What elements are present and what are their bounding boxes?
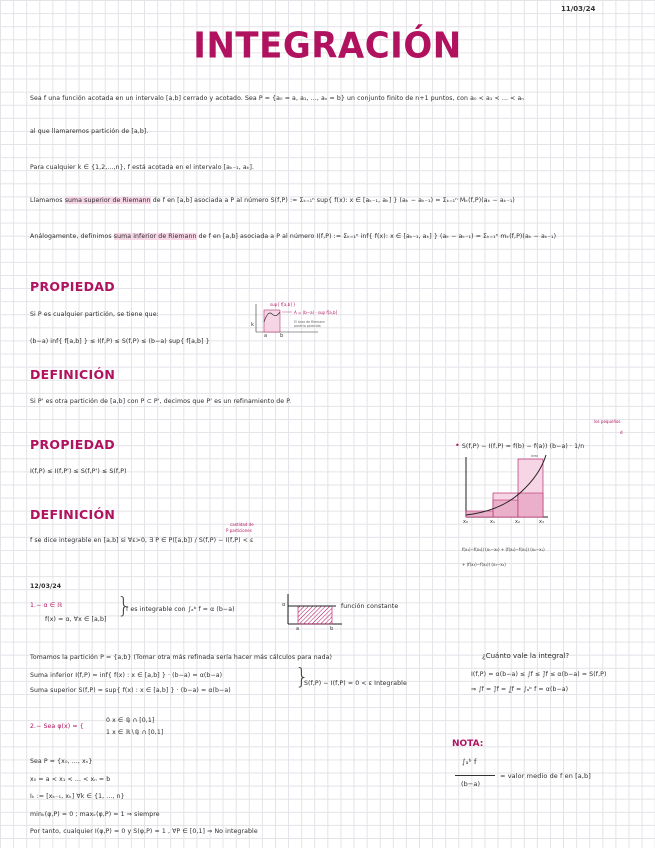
- nota-denominator: (b−a): [461, 780, 481, 788]
- fig-a2-label: a: [296, 626, 300, 632]
- min-max-line: minₖ(φ,P) = 0 ; maxₖ(φ,P) = 1 ⇒ siempre: [30, 811, 160, 818]
- fig-note: El área de Riemann parecía parecida: [294, 320, 326, 328]
- sum-expansion-1: f(x₁)−f(x₀)) (x₁−x₀) + (f(x₂)−f(x₁)) (x₂−x₁): [462, 547, 545, 552]
- area-sub-label: área: [531, 454, 539, 458]
- lower-sum-post: de f en [a,b] asociada a P al número I(f,P) := Σₖ₌₁ⁿ inf{ f(x): x ∈ [aₖ₋₁, aₖ] } (aₖ − aₖ₋₁) = Σₖ₌₁ⁿ mₖ(f,P)(aₖ − aₖ₋₁): [198, 233, 557, 240]
- ex2-phi: [30, 723, 84, 730]
- intro-line-5: [30, 233, 556, 240]
- lower-sum-highlight: suma inferior de Riemann: [113, 233, 197, 240]
- ex1-function: f(x) = α, ∀x ∈ [a,b]: [45, 616, 107, 623]
- definicion-heading-2: DEFINICIÓN: [30, 507, 116, 522]
- ex2-phi-text: 2.− Sea φ(x) = {: [30, 723, 84, 730]
- nota-heading: NOTA:: [452, 739, 484, 749]
- propiedad1-line-2: (b−a) inf{ f[a,b] } ≤ I(f,P) ≤ S(f,P) ≤ (b−a) sup{ f[a,b] }: [30, 338, 210, 345]
- final-line: Por tanto, cualquier I(φ,P) = 0 y S(φ,P) = 1 , ∀P ∈ [0,1] ⇒ No integrable: [30, 828, 258, 835]
- date-label: 11/03/24: [561, 5, 596, 13]
- axis-x3: x₃: [539, 519, 544, 525]
- fig-b-label: b: [280, 333, 284, 339]
- question-line-1: I(f,P) = α(b−a) ≤ ∫f ≤ ∫̄f ≤ α(b−a) = S(f,P): [471, 671, 607, 678]
- sup-sum-line: Suma superior S(f,P) = sup{ f(x) : x ∈ [a,b] } · (b−a) = α(b−a): [30, 687, 231, 694]
- sum-expansion-2: + (f(x₃)−f(x₂)) (x₃−x₂): [462, 562, 506, 567]
- definicion-heading-1: DEFINICIÓN: [30, 367, 116, 382]
- fig-a-label: a: [264, 333, 268, 339]
- upper-sum-pre: Llamamos: [30, 197, 63, 204]
- ex1-brace: }: [117, 594, 131, 619]
- riemann-diff-text: S(f,P) − I(f,P) = f(b) − f(a)) (b−a) · 1/n: [461, 443, 585, 450]
- fig-k-label: k: [251, 322, 254, 328]
- definicion2-line-1: f se dice integrable en [a,b] si ∀ε>0, ∃ P ∈ P([a,b]) / S(f,P) − I(f,P) < ε: [30, 537, 254, 544]
- ex1-alpha: [30, 602, 62, 609]
- fig-area-label: A = (b−a) · sup f[a,b]: [294, 310, 338, 315]
- note-pequenos: los pequeños: [594, 419, 621, 424]
- fig-b2-label: b: [330, 626, 334, 632]
- ex1-alpha-text: 1.− α ∈ ℝ: [30, 602, 63, 609]
- lower-sum-pre: Análogamente, definimos: [30, 233, 112, 240]
- inf-sum-line: Suma inferior I(f,P) = inf{ f(x) : x ∈ [a,b] } · (b−a) = α(b−a): [30, 672, 223, 679]
- propiedad2-line-1: I(f,P) ≤ I(f,P') ≤ S(f,P') ≤ S(f,P): [30, 468, 127, 475]
- interval-line: Iₖ := [xₖ₋₁, xₖ] ∀k ∈ {1, ..., n}: [30, 793, 125, 800]
- question-title: ¿Cuánto vale la integral?: [482, 652, 570, 660]
- def2-note-2: P particiones: [226, 528, 252, 533]
- definicion1-line-1: Si P' es otra partición de [a,b] con P ⊂ P', decimos que P' es un refinamiento de P.: [30, 398, 292, 405]
- nota-fraction-bar: [455, 775, 495, 776]
- sums-brace: }: [295, 665, 309, 690]
- ex2-case-1: 1 x ∈ ℝ∖ℚ ∩ [0,1]: [106, 729, 164, 736]
- riemann-diff-formula: [455, 441, 584, 450]
- intro-line-3: Para cualquier k ∈ {1,2,...,n}, f está acotada en el intervalo [aₖ₋₁, aₖ].: [30, 164, 255, 171]
- note-d: d: [620, 430, 623, 435]
- examples-date: 12/03/24: [30, 583, 62, 590]
- x-order-line: x₀ = a < x₁ < ... < xₙ = b: [30, 776, 111, 783]
- ex2-case-0: 0 x ∈ ℚ ∩ [0,1]: [106, 717, 155, 724]
- def2-note-1: cantidad de: [230, 522, 254, 527]
- ex1-constant-label: función constante: [341, 603, 399, 610]
- fig-sup-label: sup{ f[a,b] }: [270, 302, 296, 307]
- partition-line: Sea P = {x₀, ..., xₙ}: [30, 758, 93, 765]
- fig-alpha-label: α: [282, 602, 286, 608]
- constant-function-figure: [280, 592, 345, 632]
- upper-sum-highlight: suma superior de Riemann: [64, 197, 151, 204]
- nota-text: = valor medio de f en [a,b]: [500, 772, 591, 780]
- propiedad-heading-2: PROPIEDAD: [30, 437, 115, 452]
- nota-numerator: ∫ₐᵇ f: [462, 758, 477, 766]
- upper-sum-post: de f en [a,b] asociada a P al número S(f,P) := Σₖ₌₁ⁿ sup{ f(x): x ∈ [aₖ₋₁, aₖ] } (aₖ − aₖ₋₁) = Σₖ₌₁ⁿ Mₖ(f,P)(aₖ − aₖ₋₁): [152, 197, 515, 204]
- bullet-dot: •: [455, 441, 460, 450]
- intro-line-1: Sea f una función acotada en un intervalo [a,b] cerrado y acotado. Sea P = {a₀ = a, a₁, ..., aₙ = b} un conjunto finito de n+1 puntos, con a₀ < a₁ < ... < aₙ: [30, 95, 524, 102]
- tomamos-line: Tomamos la partición P = {a,b} (Tomar otra más refinada sería hacer más cálculos para nada): [30, 654, 333, 661]
- axis-x2: x₂: [515, 519, 520, 525]
- propiedad-heading-1: PROPIEDAD: [30, 279, 115, 294]
- integrable-conclusion: S(f,P) − I(f,P) = 0 < ε Integrable: [304, 680, 407, 687]
- ex1-integrable: f es integrable con ∫ₐᵇ f = α (b−a): [126, 606, 235, 613]
- propiedad1-line-1: Si P es cualquier partición, se tiene que:: [30, 311, 159, 318]
- intro-line-2: al que llamaremos partición de [a,b].: [30, 128, 149, 135]
- question-line-2: ⇒ ∫f = ∫̄f = ∫̲f = ∫ₐᵇ f = α(b−a): [471, 686, 569, 693]
- axis-x1: x₁: [490, 519, 495, 525]
- page-title: INTEGRACIÓN: [193, 25, 462, 67]
- axis-x0: x₀: [463, 519, 468, 525]
- intro-line-4: [30, 197, 515, 204]
